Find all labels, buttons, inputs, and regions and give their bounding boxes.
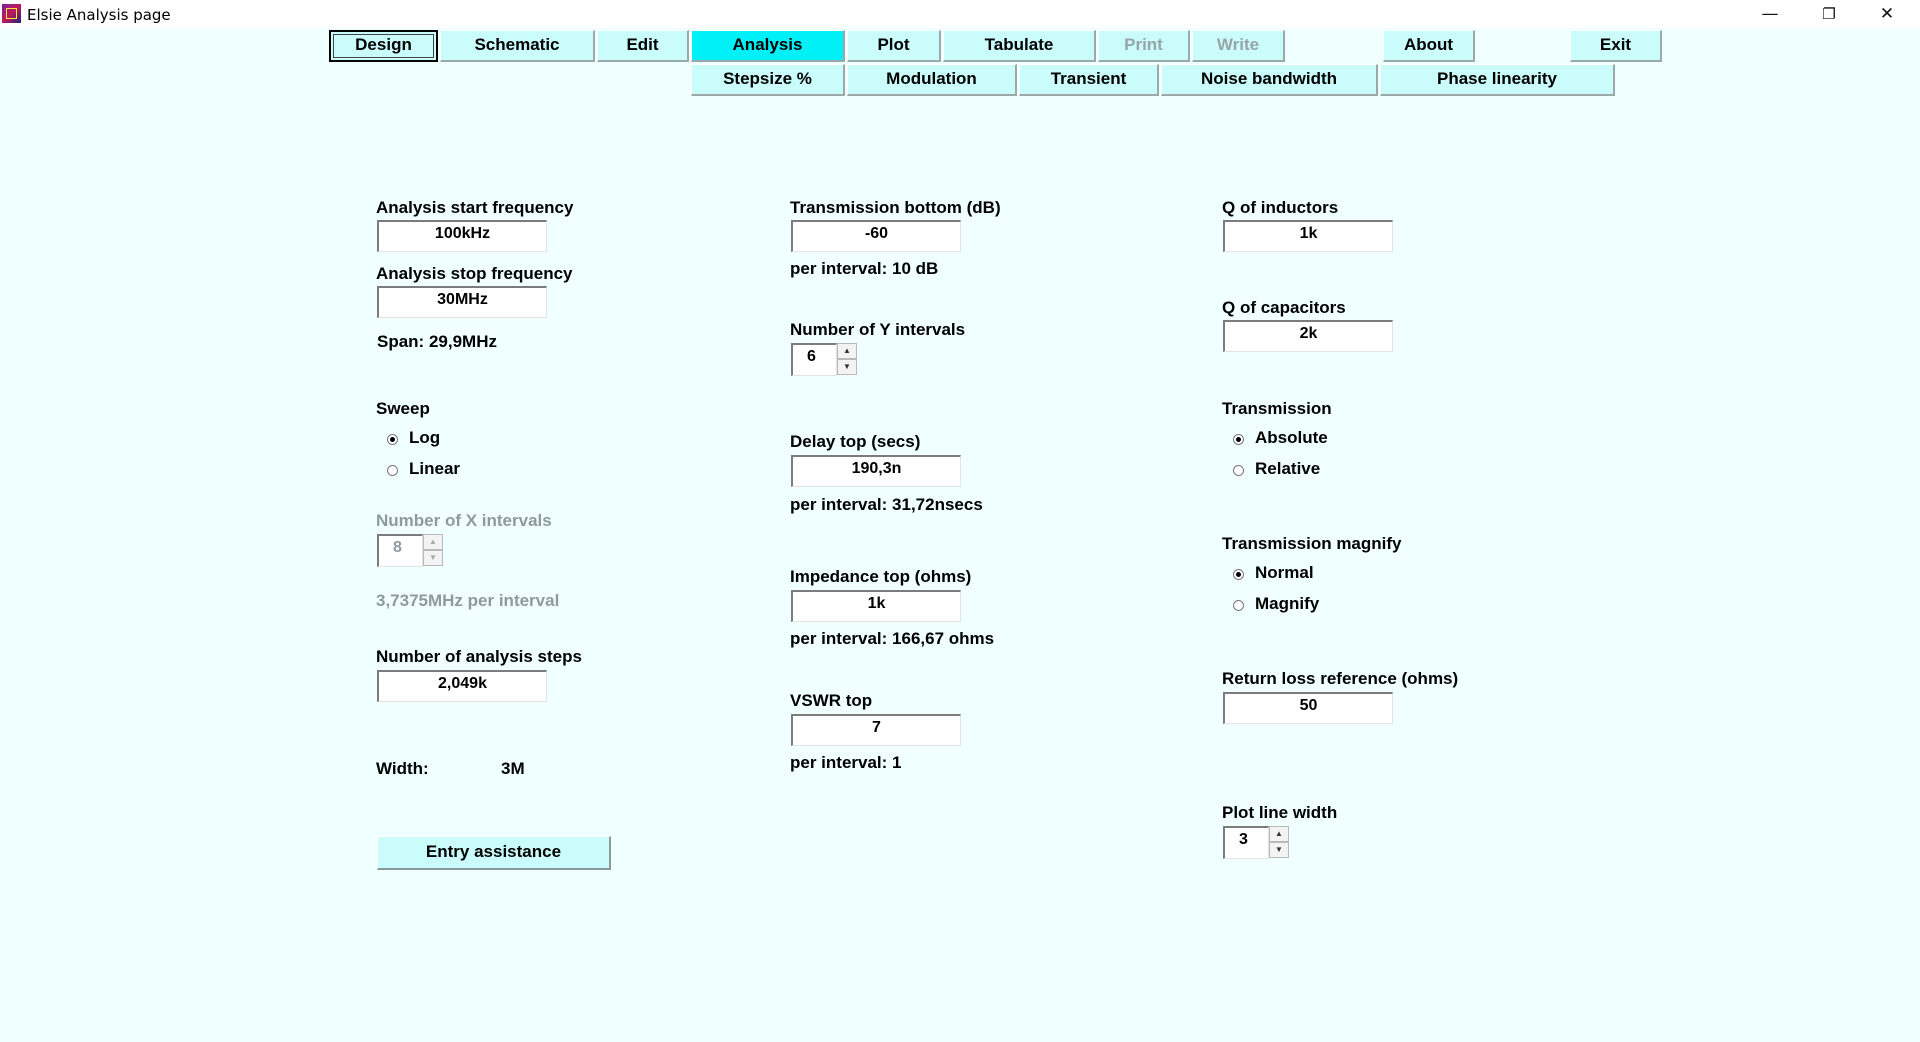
transmission-per-interval: per interval: 10 dB [790,259,939,278]
x-intervals-value[interactable]: 8 [377,534,423,567]
spin-down-icon[interactable]: ▼ [423,550,443,566]
sweep-label: Sweep [376,399,430,418]
return-loss-input[interactable]: 50 [1223,692,1393,724]
analysis-button[interactable]: Analysis [691,30,845,62]
noise-bandwidth-button[interactable]: Noise bandwidth [1161,64,1378,96]
radio-unselected-icon [387,465,398,476]
spin-up-icon[interactable]: ▲ [423,534,443,550]
span-text: Span: 29,9MHz [377,332,497,351]
vswr-top-label: VSWR top [790,691,873,710]
radio-unselected-icon [1233,465,1244,476]
radio-selected-icon [1233,569,1244,580]
vswr-top-input[interactable]: 7 [791,714,961,746]
spin-up-icon[interactable]: ▲ [1269,826,1289,842]
q-inductors-label: Q of inductors [1222,198,1339,217]
exit-button[interactable]: Exit [1570,30,1662,62]
per-interval-text: 3,7375MHz per interval [376,591,560,610]
entry-assistance-button[interactable]: Entry assistance [377,836,611,870]
plot-line-width-label: Plot line width [1222,803,1338,822]
magnify-normal-label: Normal [1255,563,1314,582]
plot-button[interactable]: Plot [847,30,941,62]
stop-frequency-input[interactable]: 30MHz [377,286,547,318]
y-intervals-value[interactable]: 6 [791,343,837,376]
q-capacitors-input[interactable]: 2k [1223,320,1393,352]
delay-top-input[interactable]: 190,3n [791,455,961,487]
y-intervals-label: Number of Y intervals [790,320,966,339]
minimize-icon[interactable]: — [1761,4,1779,24]
radio-selected-icon [1233,434,1244,445]
close-icon[interactable]: ✕ [1879,4,1895,24]
spin-down-icon[interactable]: ▼ [1269,842,1289,858]
return-loss-label: Return loss reference (ohms) [1222,669,1459,688]
spin-down-icon[interactable]: ▼ [837,359,857,375]
schematic-button[interactable]: Schematic [440,30,595,62]
impedance-top-label: Impedance top (ohms) [790,567,972,586]
stop-frequency-label: Analysis stop frequency [376,264,573,283]
start-frequency-label: Analysis start frequency [376,198,574,217]
analysis-steps-input[interactable]: 2,049k [377,670,547,702]
tabulate-button[interactable]: Tabulate [943,30,1096,62]
print-button[interactable]: Print [1098,30,1190,62]
width-label: Width: [376,759,429,778]
restore-icon[interactable]: ❐ [1822,5,1836,23]
plot-line-width-value[interactable]: 3 [1223,826,1269,859]
radio-selected-icon [387,434,398,445]
delay-top-label: Delay top (secs) [790,432,921,451]
transient-button[interactable]: Transient [1019,64,1159,96]
stepsize-button[interactable]: Stepsize % [691,64,845,96]
radio-unselected-icon [1233,600,1244,611]
magnify-magnify-label: Magnify [1255,594,1320,613]
modulation-button[interactable]: Modulation [847,64,1017,96]
transmission-bottom-input[interactable]: -60 [791,220,961,252]
transmission-absolute-label: Absolute [1255,428,1328,447]
design-button[interactable]: Design [329,30,438,62]
width-value: 3M [501,759,525,778]
sweep-linear-label: Linear [409,459,461,478]
x-intervals-label: Number of X intervals [376,511,552,530]
write-button[interactable]: Write [1192,30,1285,62]
transmission-bottom-label: Transmission bottom (dB) [790,198,1001,217]
analysis-steps-label: Number of analysis steps [376,647,582,666]
sweep-log-label: Log [409,428,441,447]
edit-button[interactable]: Edit [597,30,689,62]
q-capacitors-label: Q of capacitors [1222,298,1346,317]
title-bar [0,0,1920,28]
impedance-top-input[interactable]: 1k [791,590,961,622]
window-title: Elsie Analysis page [27,6,171,24]
q-inductors-input[interactable]: 1k [1223,220,1393,252]
transmission-label: Transmission [1222,399,1332,418]
app-icon[interactable] [2,4,21,23]
spin-up-icon[interactable]: ▲ [837,343,857,359]
transmission-magnify-label: Transmission magnify [1222,534,1402,553]
transmission-relative-label: Relative [1255,459,1321,478]
vswr-per-interval: per interval: 1 [790,753,902,772]
phase-linearity-button[interactable]: Phase linearity [1380,64,1615,96]
start-frequency-input[interactable]: 100kHz [377,220,547,252]
about-button[interactable]: About [1383,30,1475,62]
delay-per-interval: per interval: 31,72nsecs [790,495,983,514]
impedance-per-interval: per interval: 166,67 ohms [790,629,995,648]
